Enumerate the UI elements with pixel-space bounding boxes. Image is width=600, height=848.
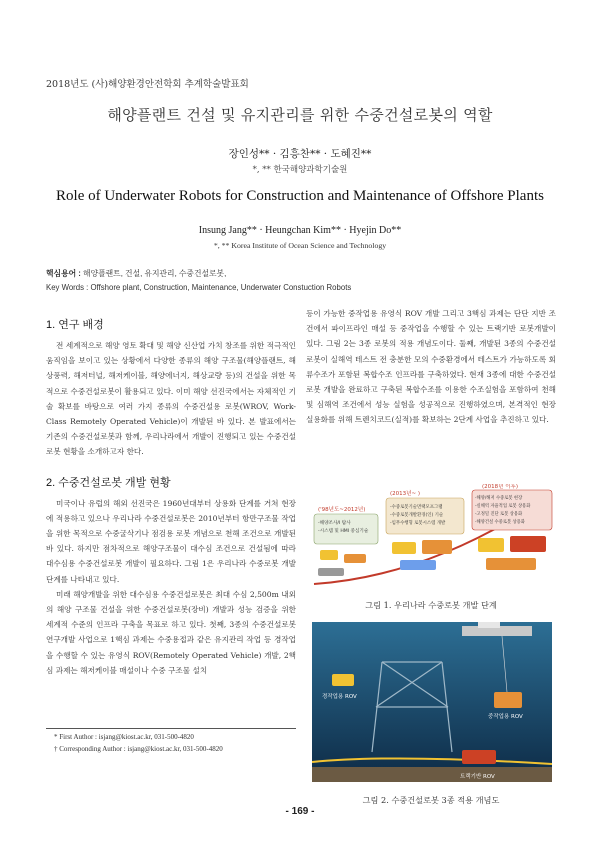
keywords-korean — [46, 268, 226, 279]
robot-icon — [510, 536, 546, 552]
right-column — [306, 306, 556, 428]
stage-2-label: (2013년~ ) — [390, 491, 420, 497]
figure-1-caption: 그림 1. 우리나라 수중로봇 개발 단계 — [365, 600, 497, 610]
label-track-rov: 트랙기반 ROV — [460, 774, 495, 780]
light-work-rov-icon — [332, 674, 354, 686]
paragraph: 미래 해양개발을 위한 대수심용 수중건설로봇은 최대 수심 2,500m 내외의 해양 구조물 건설을 위한 수중건설로봇(장비) 개발과 성능 검증을 위한 세계적 수준의 인프라 구축을 목표로 하고 있다. 첫째, 3종의 수중건설로봇 연구개발 사업으로 1핵심 과제는 수중용접과 같은 유지관리 작업 등 경작업을 수행할 수 있는 유영식 ROV(Remotely Operated Vehicle) 개발, 2핵심 과제는 해저케이블 매설이나 수중 구조물 설치 — [46, 589, 296, 675]
paragraph: 전 세계적으로 해양 영토 확대 및 해양 신산업 가치 창조를 위한 적극적인 움직임을 보이고 있는 상황에서 다양한 종류의 해양 구조물(해양플랜트, 해상풍력, 해저터널, 해저케이블, 해양에너지, 해상교량 등)의 건설을 위한 목적으로 수중건설로봇이 활용되고 있다. 이미 해양 선진국에서는 자체적인 기술 확보를 바탕으로 여러 가지 종류의 수중건설용 로봇(WROV, Work-Class Remotely Operated Vehicle)이 개발된 바 있다. 본 발표에서는 기존의 수중건설로봇과 함께, 우리나라에서 개발이 진행되고 있는 수중건설로봇 현황을 소개하고자 한다. — [46, 341, 296, 457]
affiliation-english: *, ** Korea Institute of Ocean Science and Technology — [213, 241, 387, 250]
title-english: Role of Underwater Robots for Construction and Maintenance of Offshore Plants — [56, 188, 544, 204]
stage-3-label: (2018년 이후) — [482, 484, 518, 490]
robot-icon — [320, 550, 338, 560]
robot-icon — [422, 540, 452, 554]
stage-3-line: -해양건설 수중로봇 상용화 — [475, 520, 525, 525]
stage-3-line: -실해역 자율적업 로봇 상용화 — [475, 504, 531, 509]
figure-application-concept — [312, 622, 552, 782]
stage-2-line: -수중로봇기술면택모프그램 — [390, 505, 443, 510]
footnote: * First Author : isjang@kiost.ac.kr, 031-500-4820 — [54, 733, 194, 741]
footnote: † Corresponding Author : isjang@kiost.ac.kr, 031-500-4820 — [54, 745, 223, 753]
section-heading: 1. 연구 배경 — [46, 319, 104, 331]
page-number: - 169 - — [285, 806, 315, 817]
title-korean: 해양플랜트 건설 및 유지관리를 위한 수중건설로봇의 역할 — [107, 106, 493, 124]
stage-3-line: -해양/해저 수중로봇 현장 — [475, 496, 523, 501]
authors-english: Insung Jang** · Heungchan Kim** · Hyejin Do** — [198, 225, 402, 236]
keywords-english-text: Offshore plant, Construction, Maintenance, Underwater Constuction Robots — [88, 283, 352, 292]
robot-icon — [478, 538, 504, 552]
seabed — [312, 767, 552, 782]
figure-development-stages — [310, 484, 554, 592]
affiliation-korean: *, ** 한국해양과학기술원 — [252, 165, 348, 175]
paragraph: 미국이나 유럽의 해외 선진국은 1960년대부터 상용화 단계를 거쳐 현장에 적용하고 있으나 우리나라 수중건설로봇은 2010년부터 항만구조물 작업을 위한 목적으로 수중굴삭기나 점검용 로봇 개념으로 천해 조건으로 개발된 바 있다. 하지만 점차적으로 해양구조물이 대수심 조건으로 건설됨에 따라 대수심용 수중건설로봇 개발이 필요하다. 그림 1은 우리나라 수중로봇 개발 단계를 나타내고 있다. — [46, 498, 296, 584]
stage-2-line: -임무수행형 로봇시스템 개발 — [390, 521, 446, 526]
keywords-english — [46, 283, 351, 292]
stage-1-line: -시스템 및 HMI 중심기술 — [318, 529, 369, 534]
stage-1-label: ('98년도~2012년) — [318, 507, 366, 513]
label-light-rov: 경작업용 ROV — [322, 694, 357, 700]
keywords-korean-label: 핵심용어 : — [46, 269, 81, 278]
robot-icon — [392, 542, 416, 554]
conference-header: 2018년도 (사)해양환경안전학회 추계학술발표회 — [46, 79, 249, 90]
robot-icon — [318, 568, 344, 576]
left-column — [46, 316, 296, 678]
robot-icon — [400, 560, 436, 570]
footnote-divider — [46, 728, 296, 729]
stage-2-line: -수중로봇개발환경(인) 기술 — [390, 513, 444, 518]
keywords-korean-text: 해양플랜트, 건설, 유지관리, 수중건설로봇, — [80, 269, 227, 278]
figure-2-caption: 그림 2. 수중건설로봇 3종 적용 개념도 — [362, 795, 500, 805]
keywords-english-label: Key Words : — [46, 283, 89, 292]
track-rov-icon — [462, 750, 496, 764]
heavy-work-rov-icon — [494, 692, 522, 708]
label-heavy-rov: 중작업용 ROV — [488, 714, 523, 720]
stage-1-line: -해양조사/I 탐사 — [318, 521, 351, 526]
authors-korean: 장인성** · 김흥찬** · 도혜진** — [228, 148, 372, 160]
paragraph: 등이 가능한 중작업용 유영식 ROV 개발 그리고 3핵심 과제는 단단 지반 조건에서 파이프라인 매설 등 중작업을 수행할 수 있는 트랙기반 로봇개발이 있다. 그림 2는 3종 로봇의 적용 개념도이다. 둘째, 개발된 3종의 수중건설로봇이 실해역 테스트 전 충분한 모의 수중환경에서 테스트가 가능하도록 회류수조가 포함된 복합수조 인프라를 구축하였다. 현재 3종에 대한 수중건설로봇 개발을 완료하고 구축된 복합수조를 이용한 수조실험을 포함하여 천해 및 심해역 조건에서 성능 실험을 성공적으로 진행하였으며, 본격적인 현장 실용화를 위해 트렌치코드(실적)를 확보하는 2단계 사업을 추진하고 있다. — [306, 309, 556, 425]
robot-icon — [486, 558, 536, 570]
robot-icon — [344, 554, 366, 563]
section-heading: 2. 수중건설로봇 개발 현황 — [46, 476, 171, 489]
stage-3-line: -고정밀 진단 로봇 상용화 — [475, 512, 523, 517]
